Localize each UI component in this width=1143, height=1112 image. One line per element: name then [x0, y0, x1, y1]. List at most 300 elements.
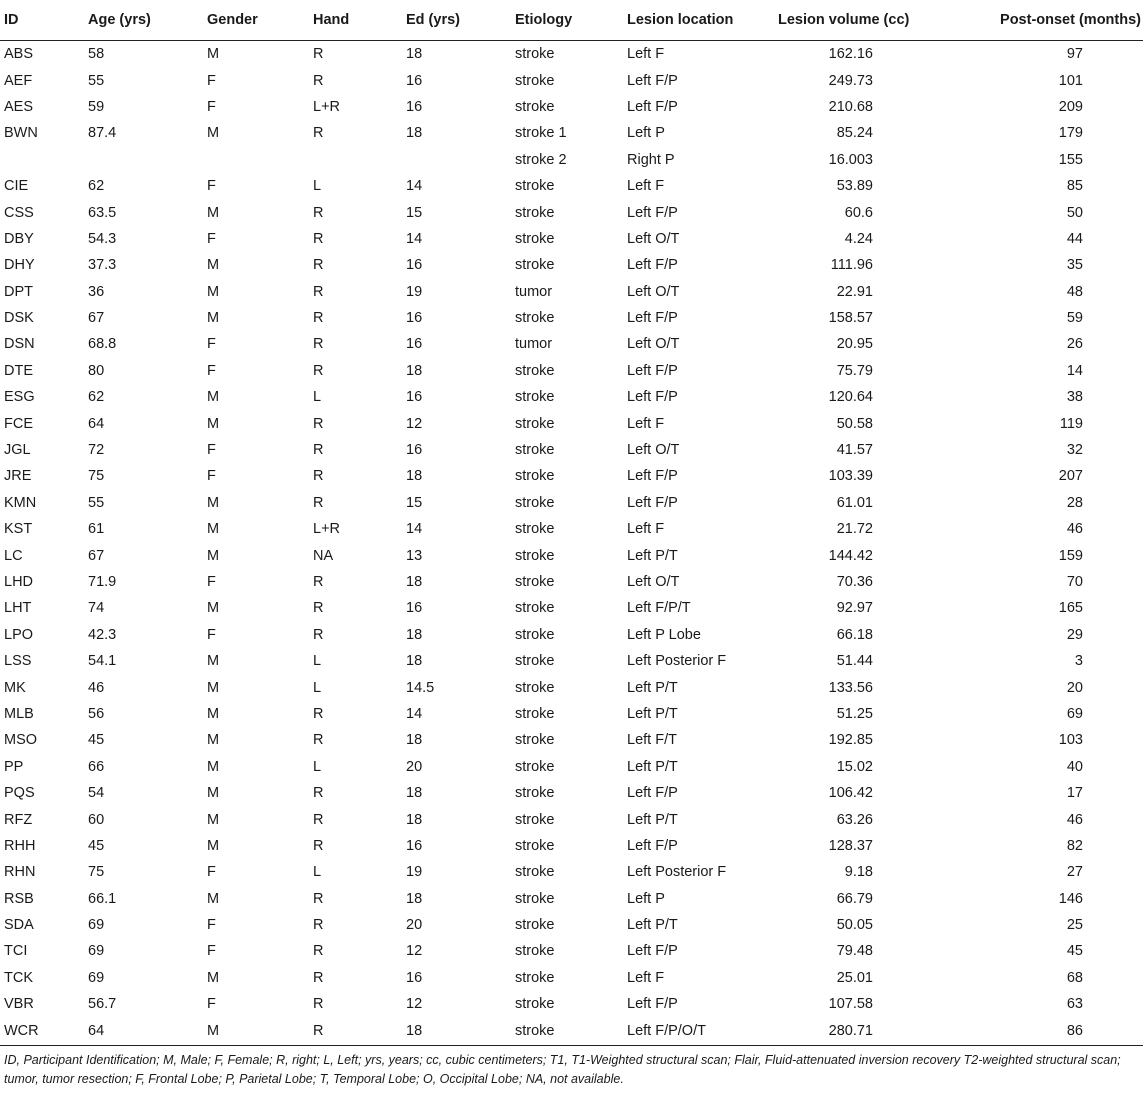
cell-age: 69: [88, 917, 105, 934]
table-row: [0, 727, 1143, 753]
table-row: [0, 490, 1143, 516]
table-row: [0, 41, 1143, 68]
cell-lesion-volume: 66.79: [836, 890, 873, 907]
cell-etiology: stroke: [515, 46, 555, 63]
cell-post-onset: 179: [1058, 125, 1083, 142]
cell-lesion-location: Left F/P/O/T: [627, 1017, 772, 1046]
cell-lesion-location: Left O/T: [627, 574, 680, 590]
cell-hand: R: [313, 46, 324, 63]
cell-id: AEF: [4, 72, 33, 89]
cell-education: 18: [406, 46, 423, 63]
cell-etiology: stroke: [515, 230, 555, 247]
cell-lesion-volume: 16.003: [828, 151, 873, 168]
cell-lesion-volume: 53.89: [836, 178, 873, 195]
cell-hand: R: [313, 257, 324, 274]
header-row: [0, 0, 1143, 41]
cell-id: KST: [4, 521, 33, 538]
cell-id: DPT: [4, 283, 33, 300]
cell-post-onset: 45: [1066, 943, 1083, 960]
cell-post-onset: 85: [1066, 178, 1083, 195]
cell-post-onset: 146: [1058, 890, 1083, 907]
table-row: [0, 569, 1143, 595]
cell-education: 14: [406, 521, 423, 538]
cell-lesion-location: Left Posterior F: [627, 653, 727, 670]
cell-lesion-location: Left P: [627, 125, 665, 142]
cell-education: 14.5: [406, 679, 435, 696]
cell-gender: M: [207, 653, 220, 670]
cell-age: 64: [88, 1017, 207, 1046]
cell-lesion-volume: 128.37: [828, 837, 873, 854]
cell-etiology: stroke: [515, 362, 555, 379]
cell-gender: F: [207, 996, 216, 1013]
cell-age: 69: [88, 943, 105, 960]
cell-post-onset: 86: [929, 1017, 1143, 1046]
cell-id: DBY: [4, 230, 34, 247]
cell-id: RFZ: [4, 811, 33, 828]
cell-post-onset: 68: [1066, 969, 1083, 986]
cell-etiology: stroke: [515, 996, 555, 1013]
cell-lesion-location: Left O/T: [627, 283, 680, 300]
cell-lesion-location: Left F/P: [627, 389, 678, 406]
cell-post-onset: 82: [1066, 837, 1083, 854]
cell-gender: F: [207, 917, 216, 934]
cell-lesion-volume: 106.42: [828, 785, 873, 802]
cell-lesion-location: Left O/T: [627, 442, 680, 459]
cell-etiology: stroke: [515, 864, 555, 881]
cell-etiology: stroke: [515, 310, 555, 327]
cell-id: CIE: [4, 178, 29, 195]
cell-hand: L: [313, 389, 322, 406]
cell-gender: F: [207, 336, 216, 353]
cell-hand: L: [313, 679, 322, 696]
cell-age: 59: [88, 98, 105, 115]
cell-hand: R: [313, 230, 324, 247]
cell-post-onset: 27: [1066, 864, 1083, 881]
cell-lesion-location: Left F/P: [627, 204, 678, 221]
cell-lesion-location: Left F/P: [627, 837, 678, 854]
cell-etiology: stroke: [515, 785, 555, 802]
cell-gender: M: [207, 679, 220, 696]
cell-lesion-volume: 66.18: [836, 626, 873, 643]
cell-gender: M: [207, 494, 220, 511]
cell-lesion-location: Left F/P/T: [627, 600, 691, 617]
table-row: [0, 120, 1143, 146]
cell-age: [88, 147, 207, 173]
cell-etiology: stroke: [515, 468, 555, 485]
cell-lesion-location: Left O/T: [627, 230, 680, 247]
cell-lesion-location: Right P: [627, 151, 675, 168]
cell-hand: R: [313, 837, 324, 854]
cell-id: LC: [4, 547, 23, 564]
cell-education: 16: [406, 336, 423, 353]
cell-etiology: tumor: [515, 336, 553, 353]
cell-education: 18: [406, 125, 423, 142]
cell-hand: NA: [313, 547, 334, 564]
table-row: [0, 622, 1143, 648]
column-header-hand: Hand: [313, 0, 406, 41]
table-row: [0, 384, 1143, 410]
table-header: [0, 0, 1143, 41]
cell-post-onset: 101: [1058, 72, 1083, 89]
column-header-gender: Gender: [207, 0, 313, 41]
cell-lesion-volume: 280.71: [772, 1017, 929, 1046]
cell-gender: M: [207, 125, 220, 142]
cell-etiology: stroke: [515, 679, 555, 696]
cell-hand: R: [313, 811, 324, 828]
cell-gender: M: [207, 732, 220, 749]
cell-gender: M: [207, 1017, 313, 1046]
cell-education: 14: [406, 705, 423, 722]
cell-education: [406, 147, 515, 173]
cell-age: 71.9: [88, 574, 117, 590]
cell-education: 16: [406, 442, 423, 459]
table-row: [0, 173, 1143, 199]
cell-hand: R: [313, 362, 324, 379]
cell-age: 75: [88, 468, 105, 485]
cell-education: 14: [406, 230, 423, 247]
table-row: [0, 542, 1143, 568]
cell-etiology: stroke: [515, 890, 555, 907]
cell-age: 87.4: [88, 125, 117, 142]
cell-id: DSK: [4, 310, 34, 327]
cell-gender: M: [207, 415, 220, 432]
cell-etiology: stroke: [515, 178, 555, 195]
cell-gender: F: [207, 362, 216, 379]
cell-lesion-volume: 63.26: [836, 811, 873, 828]
cell-post-onset: 32: [1066, 442, 1083, 459]
cell-age: 64: [88, 415, 105, 432]
cell-etiology: stroke: [515, 969, 555, 986]
table-row: [0, 94, 1143, 120]
table-row: [0, 806, 1143, 832]
cell-age: 62: [88, 178, 105, 195]
cell-age: 56: [88, 705, 105, 722]
cell-age: 60: [88, 811, 105, 828]
cell-id: MLB: [4, 705, 34, 722]
cell-lesion-location: Left F: [627, 521, 665, 538]
cell-age: 74: [88, 600, 105, 617]
cell-education: 18: [406, 785, 423, 802]
cell-gender: M: [207, 705, 220, 722]
table-row: [0, 833, 1143, 859]
cell-id: LPO: [4, 626, 34, 643]
cell-lesion-location: Left F/P: [627, 98, 678, 115]
cell-age: 54.1: [88, 653, 117, 670]
cell-lesion-location: Left F/P: [627, 468, 678, 485]
cell-id: PQS: [4, 785, 35, 802]
cell-etiology: stroke: [515, 98, 555, 115]
cell-age: 54: [88, 785, 105, 802]
cell-post-onset: 70: [1066, 574, 1083, 590]
cell-education: 19: [406, 864, 423, 881]
cell-lesion-volume: 50.05: [836, 917, 873, 934]
cell-id: RHN: [4, 864, 36, 881]
cell-education: 13: [406, 547, 423, 564]
column-header-lesion-location: Lesion location: [627, 0, 772, 41]
cell-etiology: stroke: [515, 917, 555, 934]
cell-education: 14: [406, 178, 423, 195]
cell-post-onset: 59: [1066, 310, 1083, 327]
table-row: [0, 252, 1143, 278]
cell-gender: F: [207, 574, 216, 590]
cell-education: 12: [406, 943, 423, 960]
cell-lesion-location: Left P/T: [627, 758, 678, 775]
cell-age: 42.3: [88, 626, 117, 643]
cell-hand: R: [313, 943, 324, 960]
cell-age: 75: [88, 864, 105, 881]
cell-post-onset: 155: [1058, 151, 1083, 168]
cell-age: 58: [88, 46, 105, 63]
cell-gender: M: [207, 547, 220, 564]
table-row: [0, 886, 1143, 912]
cell-id: FCE: [4, 415, 33, 432]
cell-lesion-volume: 249.73: [828, 72, 873, 89]
cell-etiology: stroke: [515, 204, 555, 221]
cell-post-onset: 97: [1066, 46, 1083, 63]
column-header-post-onset: Post-onset (months): [929, 0, 1143, 41]
cell-id: [0, 147, 88, 173]
cell-lesion-volume: 60.6: [844, 204, 873, 221]
cell-post-onset: 159: [1058, 547, 1083, 564]
cell-etiology: stroke: [515, 72, 555, 89]
table-body: [0, 41, 1143, 1046]
cell-etiology: stroke 2: [515, 151, 567, 168]
cell-age: 61: [88, 521, 105, 538]
cell-lesion-volume: 210.68: [828, 98, 873, 115]
table-footnote: ID, Participant Identification; M, Male; F, Female; R, right; L, Left; yrs, years; cc, cubic centimeters; T1, T1-Weighted structural scan; Flair, Fluid-attenuated inversion recovery T2-weighted structural scan; tumor, tumor resection; F, Frontal Lobe; P, Parietal Lobe; T, Temporal Lobe; O, Occipital Lobe; NA, not available.: [4, 1053, 1121, 1087]
cell-lesion-location: Left Posterior F: [627, 864, 727, 881]
cell-etiology: stroke: [515, 574, 555, 590]
cell-hand: R: [313, 310, 324, 327]
cell-age: 54.3: [88, 230, 117, 247]
cell-gender: F: [207, 864, 216, 881]
cell-post-onset: 35: [1066, 257, 1083, 274]
cell-hand: R: [313, 996, 324, 1013]
table-row: [0, 199, 1143, 225]
cell-gender: M: [207, 204, 220, 221]
cell-post-onset: 26: [1066, 336, 1083, 353]
cell-lesion-volume: 25.01: [836, 969, 873, 986]
cell-hand: R: [313, 600, 324, 617]
cell-age: 63.5: [88, 204, 117, 221]
table-row: [0, 358, 1143, 384]
cell-hand: R: [313, 732, 324, 749]
cell-lesion-volume: 158.57: [828, 310, 873, 327]
cell-education: 18: [406, 732, 423, 749]
cell-hand: R: [313, 890, 324, 907]
cell-id: TCK: [4, 969, 33, 986]
cell-education: 18: [406, 653, 423, 670]
cell-id: ESG: [4, 389, 35, 406]
cell-lesion-location: Left F/P: [627, 310, 678, 327]
cell-education: 18: [406, 468, 423, 485]
cell-lesion-volume: 70.36: [836, 574, 873, 590]
table-row: [0, 331, 1143, 357]
cell-lesion-volume: 4.24: [844, 230, 873, 247]
cell-gender: M: [207, 257, 220, 274]
cell-post-onset: 48: [1066, 283, 1083, 300]
cell-id: ABS: [4, 46, 34, 63]
cell-lesion-volume: 192.85: [828, 732, 873, 749]
table-row: [0, 859, 1143, 885]
cell-hand: [313, 147, 406, 173]
cell-education: 16: [406, 389, 423, 406]
cell-hand: R: [313, 415, 324, 432]
table-row: [0, 648, 1143, 674]
cell-etiology: stroke: [515, 705, 555, 722]
cell-age: 36: [88, 283, 105, 300]
cell-hand: L+R: [313, 98, 341, 115]
cell-hand: L: [313, 178, 322, 195]
cell-post-onset: 25: [1066, 917, 1083, 934]
cell-post-onset: 165: [1058, 600, 1083, 617]
cell-gender: F: [207, 178, 216, 195]
table-row: [0, 1017, 1143, 1046]
cell-lesion-location: Left F/P: [627, 785, 678, 802]
cell-lesion-volume: 79.48: [836, 943, 873, 960]
cell-gender: F: [207, 943, 216, 960]
cell-age: 62: [88, 389, 105, 406]
cell-gender: F: [207, 468, 216, 485]
cell-education: 18: [406, 811, 423, 828]
cell-id: PP: [4, 758, 24, 775]
cell-id: JGL: [4, 442, 31, 459]
cell-id: RHH: [4, 837, 36, 854]
cell-etiology: tumor: [515, 283, 553, 300]
cell-etiology: stroke: [515, 521, 555, 538]
cell-lesion-location: Left P/T: [627, 917, 678, 934]
cell-id: TCI: [4, 943, 28, 960]
cell-education: 20: [406, 758, 423, 775]
cell-post-onset: 209: [1058, 98, 1083, 115]
cell-post-onset: 40: [1066, 758, 1083, 775]
cell-hand: L: [313, 864, 322, 881]
column-header-age: Age (yrs): [88, 0, 207, 41]
cell-education: 19: [406, 283, 423, 300]
cell-post-onset: 29: [1066, 626, 1083, 643]
cell-age: 37.3: [88, 257, 117, 274]
cell-age: 67: [88, 547, 105, 564]
cell-id: BWN: [4, 125, 38, 142]
cell-lesion-volume: 51.25: [836, 705, 873, 722]
cell-etiology: stroke: [515, 600, 555, 617]
table-row: [0, 701, 1143, 727]
cell-hand: R: [313, 626, 324, 643]
table-row: [0, 147, 1143, 173]
cell-etiology: stroke: [515, 758, 555, 775]
cell-post-onset: 46: [1066, 811, 1083, 828]
cell-gender: F: [207, 98, 216, 115]
cell-age: 72: [88, 442, 105, 459]
cell-lesion-location: Left F: [627, 969, 665, 986]
cell-post-onset: 28: [1066, 494, 1083, 511]
cell-education: 15: [406, 204, 423, 221]
cell-age: 45: [88, 732, 105, 749]
cell-lesion-location: Left F: [627, 46, 665, 63]
cell-hand: R: [313, 336, 324, 353]
cell-education: 16: [406, 257, 423, 274]
cell-education: 16: [406, 98, 423, 115]
cell-hand: R: [313, 468, 324, 485]
cell-age: 56.7: [88, 996, 117, 1013]
cell-age: 68.8: [88, 336, 117, 353]
cell-hand: L: [313, 758, 322, 775]
cell-lesion-volume: 15.02: [836, 758, 873, 775]
cell-id: CSS: [4, 204, 34, 221]
table-row: [0, 991, 1143, 1017]
cell-age: 46: [88, 679, 105, 696]
cell-lesion-volume: 92.97: [836, 600, 873, 617]
cell-education: 18: [406, 574, 423, 590]
cell-education: 18: [406, 890, 423, 907]
cell-lesion-volume: 9.18: [844, 864, 873, 881]
table-row: [0, 938, 1143, 964]
cell-id: LHD: [4, 574, 34, 590]
cell-lesion-location: Left F/P: [627, 494, 678, 511]
cell-post-onset: 3: [1074, 653, 1083, 670]
cell-post-onset: 20: [1066, 679, 1083, 696]
cell-gender: M: [207, 969, 220, 986]
column-header-lesion-volume: Lesion volume (cc): [772, 0, 929, 41]
cell-education: 12: [406, 996, 423, 1013]
cell-id: DTE: [4, 362, 33, 379]
cell-etiology: stroke: [515, 732, 555, 749]
cell-id: LSS: [4, 653, 32, 670]
table-row: [0, 674, 1143, 700]
cell-gender: M: [207, 283, 220, 300]
cell-post-onset: 17: [1066, 785, 1083, 802]
cell-id: MK: [4, 679, 26, 696]
cell-post-onset: 14: [1066, 362, 1083, 379]
cell-etiology: stroke: [515, 837, 555, 854]
cell-id: MSO: [4, 732, 38, 749]
cell-lesion-volume: 51.44: [836, 653, 873, 670]
cell-education: 16: [406, 837, 423, 854]
cell-etiology: stroke: [515, 943, 555, 960]
cell-lesion-location: Left O/T: [627, 336, 680, 353]
cell-age: 66: [88, 758, 105, 775]
cell-hand: R: [313, 785, 324, 802]
table-row: [0, 780, 1143, 806]
cell-post-onset: 63: [1066, 996, 1083, 1013]
cell-gender: [207, 147, 313, 173]
cell-hand: R: [313, 442, 324, 459]
cell-gender: F: [207, 442, 216, 459]
cell-lesion-volume: 162.16: [828, 46, 873, 63]
cell-lesion-volume: 144.42: [828, 547, 873, 564]
cell-lesion-location: Left F/P: [627, 996, 678, 1013]
cell-hand: R: [313, 72, 324, 89]
cell-lesion-volume: 61.01: [836, 494, 873, 511]
table-row: [0, 410, 1143, 436]
cell-lesion-location: Left P Lobe: [627, 626, 701, 643]
cell-hand: L+R: [313, 521, 341, 538]
cell-lesion-location: Left F/P: [627, 943, 678, 960]
cell-post-onset: 119: [1059, 415, 1083, 432]
cell-lesion-volume: 133.56: [828, 679, 873, 696]
cell-id: KMN: [4, 494, 37, 511]
cell-gender: M: [207, 46, 220, 63]
cell-hand: R: [313, 125, 324, 142]
cell-lesion-volume: 22.91: [836, 283, 873, 300]
cell-gender: M: [207, 758, 220, 775]
cell-gender: M: [207, 837, 220, 854]
cell-lesion-location: Left P/T: [627, 811, 678, 828]
table-row: [0, 965, 1143, 991]
cell-education: 20: [406, 917, 423, 934]
cell-hand: R: [313, 917, 324, 934]
table-row: [0, 463, 1143, 489]
